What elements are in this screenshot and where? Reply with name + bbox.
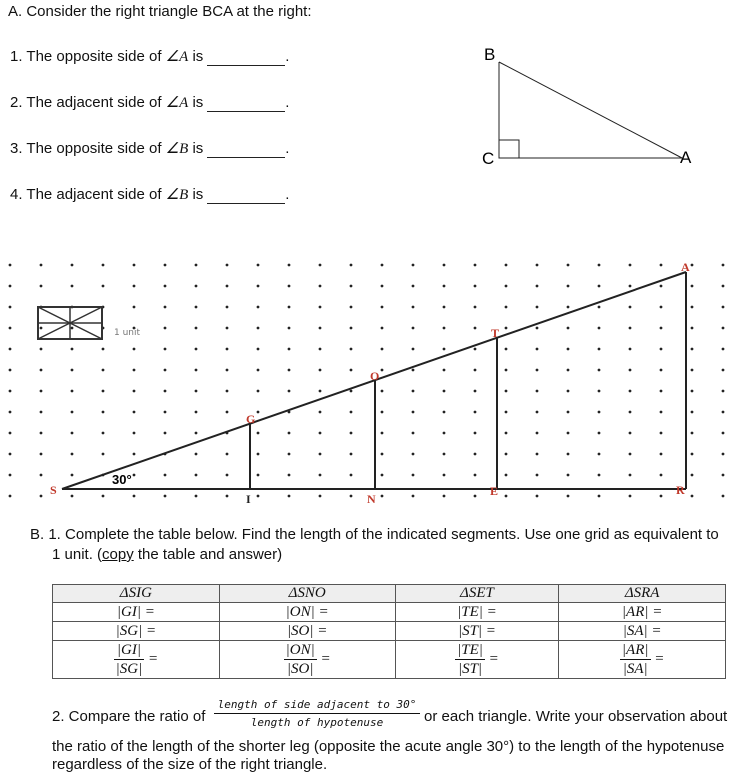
point-s-label: S	[50, 483, 57, 497]
question-2: 2. The adjacent side of ∠A is .	[10, 94, 290, 111]
question-1: 1. The opposite side of ∠A is .	[10, 48, 290, 65]
point-e-label: E	[490, 484, 499, 498]
header-set: ΔSET	[395, 585, 559, 603]
grid-figure	[0, 245, 754, 515]
point-r-label: R	[676, 483, 685, 497]
unit-box-icon	[38, 307, 102, 339]
answer-blank-2[interactable]	[207, 97, 285, 112]
point-g-label: G	[246, 412, 256, 426]
cell-sg[interactable]: |SG| =	[53, 622, 220, 641]
answer-blank-3[interactable]	[207, 143, 285, 158]
cell-ratio-sig[interactable]: $\frac{|GI|}{|SG|}$ =	[53, 641, 220, 679]
question-3: 3. The opposite side of ∠B is .	[10, 140, 290, 157]
triangle-bca	[470, 40, 710, 180]
question-4: 4. The adjacent side of ∠B is .	[10, 186, 290, 203]
cell-so[interactable]: |SO| =	[219, 622, 395, 641]
header-sig: ΔSIG	[53, 585, 220, 603]
point-n-label: N	[367, 492, 376, 506]
unit-label: 1 unit	[114, 328, 141, 338]
answer-blank-4[interactable]	[207, 189, 285, 204]
segment-table	[52, 584, 726, 679]
ratio-fraction	[214, 698, 420, 729]
part-a-heading: A. Consider the right triangle BCA at the right:	[8, 3, 312, 20]
ratio-numerator: length of side adjacent to 30°	[214, 698, 420, 714]
header-sno: ΔSNO	[219, 585, 395, 603]
point-t-label: T	[491, 326, 500, 340]
part-b-instruction-line2: 1 unit. (copy the table and answer)	[52, 546, 283, 563]
answer-blank-1[interactable]	[207, 51, 285, 66]
point-o-label: O	[370, 369, 380, 383]
cell-sa[interactable]: |SA| =	[559, 622, 726, 641]
grid-dots	[9, 264, 725, 498]
cell-ratio-set[interactable]: $\frac{|TE|}{|ST|}$ =	[395, 641, 559, 679]
question-b2-line3: regardless of the size of the right triangle.	[52, 756, 328, 773]
question-b2-suffix: or each triangle. Write your observation about	[424, 708, 728, 725]
cell-gi[interactable]: |GI| =	[53, 603, 220, 622]
cell-ar[interactable]: |AR| =	[559, 603, 726, 622]
angle-30-label: 30°	[112, 472, 132, 487]
question-b2-line2: the ratio of the length of the shorter leg (opposite the acute angle 30°) to the length of the hypotenuse	[52, 738, 725, 755]
header-sra: ΔSRA	[559, 585, 726, 603]
vertex-c-label: C	[482, 149, 495, 168]
part-b-instruction: B. 1. Complete the table below. Find the length of the indicated segments. Use one grid as equivalent to	[30, 526, 719, 543]
cell-st[interactable]: |ST| =	[395, 622, 559, 641]
right-angle-marker	[499, 140, 519, 158]
cell-te[interactable]: |TE| =	[395, 603, 559, 622]
question-b2-prefix: 2. Compare the ratio of	[52, 708, 206, 725]
cell-ratio-sno[interactable]: $\frac{|ON|}{|SO|}$ =	[219, 641, 395, 679]
vertex-a-label: A	[680, 148, 692, 167]
cell-on[interactable]: |ON| =	[219, 603, 395, 622]
point-i-label: I	[246, 492, 251, 506]
cell-ratio-sra[interactable]: $\frac{|AR|}{|SA|}$ =	[559, 641, 726, 679]
copy-link[interactable]: copy	[102, 546, 134, 563]
point-a-label: A	[681, 260, 690, 274]
vertex-b-label: B	[484, 45, 496, 64]
ratio-denominator: length of hypotenuse	[250, 716, 384, 729]
